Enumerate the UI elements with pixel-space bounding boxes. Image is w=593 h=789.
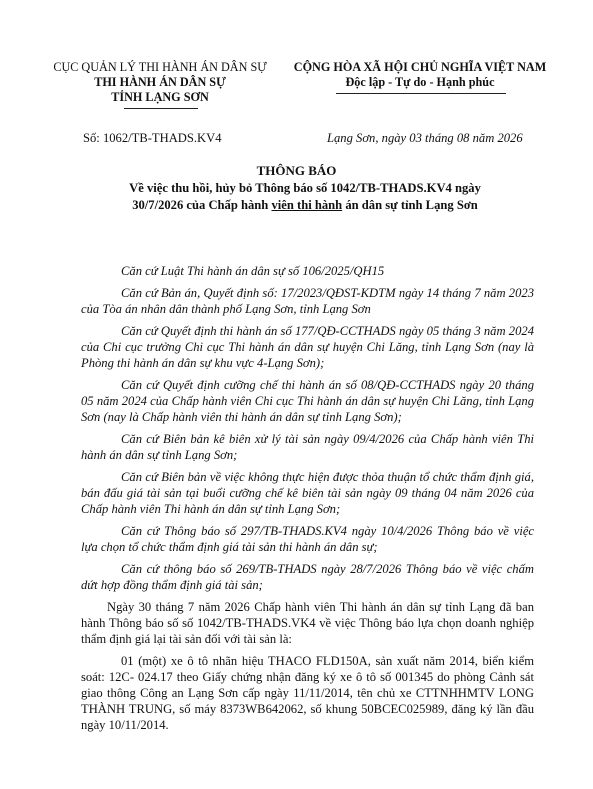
body-paragraph-notice-1042: Ngày 30 tháng 7 năm 2026 Chấp hành viên Thi hành án dân sự tỉnh Lạng đã ban hành Thông báo số số 1042/TB-THADS.VK4 về việc Thông báo lựa chọn doanh nghiệp thẩm định giá lại tài sản đối với tài sản là: [81, 600, 534, 646]
agency-divider [124, 108, 198, 109]
country-name: CỘNG HÒA XÃ HỘI CHỦ NGHĨA VIỆT NAM [293, 60, 547, 74]
agency-line-2: THI HÀNH ÁN DÂN SỰ [94, 75, 226, 89]
basis-seizure-record: Căn cứ Biên bản kê biên xử lý tài sản ngày 09/4/2026 của Chấp hành viên Thi hành án dân sự tỉnh Lạng Sơn; [81, 432, 534, 462]
subtitle-line-2-end: án dân sự tỉnh Lạng Sơn [342, 198, 478, 212]
issuing-agency-block [40, 60, 280, 105]
subtitle-line-1: Về việc thu hồi, hủy bỏ Thông báo số 1042/TB-THADS.KV4 ngày [129, 181, 481, 195]
basis-law: Căn cứ Luật Thi hành án dân sự số 106/2025/QH15 [121, 264, 385, 278]
document-title: THÔNG BÁO [256, 163, 337, 178]
basis-judgment: Căn cứ Bản án, Quyết định số: 17/2023/QĐST-KDTM ngày 14 tháng 7 năm 2023 của Tòa án nhân dân thành phố Lạng Sơn, tỉnh Lạng Sơn [81, 286, 534, 316]
subtitle-underlined: viên thi hành [271, 198, 343, 212]
agency-line-1: CỤC QUẢN LÝ THI HÀNH ÁN DÂN SỰ [53, 60, 267, 74]
subtitle-line-2 [95, 197, 515, 214]
motto-divider [336, 93, 506, 94]
place-and-date: Lạng Sơn, ngày 03 tháng 08 năm 2026 [327, 131, 523, 145]
basis-agreement-record: Căn cứ Biên bản về việc không thực hiện được thỏa thuận tổ chức thẩm định giá, bán đấu giá tài sản tại buổi cưỡng chế kê biên tài sản ngày 09 tháng 04 năm 2026 của Chấp hành viên Thi hành án dân sự tỉnh Lạng Sơn; [81, 470, 534, 516]
basis-notice-269: Căn cứ thông báo số 269/TB-THADS ngày 28/7/2026 Thông báo về việc chấm dứt hợp đồng thẩm định giá tài sản; [81, 562, 534, 592]
document-body [81, 263, 534, 733]
agency-line-3: TỈNH LẠNG SƠN [111, 90, 209, 104]
basis-notice-297: Căn cứ Thông báo số 297/TB-THADS.KV4 ngày 10/4/2026 Thông báo về việc lựa chọn tổ chức thẩm định giá tài sản thi hành án dân sự; [81, 524, 534, 554]
subtitle-line-2-start: 30/7/2026 của Chấp hành [132, 198, 272, 212]
document-number: Số: 1062/TB-THADS.KV4 [83, 131, 222, 145]
national-heading-block [285, 60, 555, 90]
basis-enforcement-decision: Căn cứ Quyết định thi hành án số 177/QĐ-CCTHADS ngày 05 tháng 3 năm 2024 của Chi cục trưởng Chi cục Thi hành án dân sự huyện Chi Lăng, tỉnh Lạng Sơn (nay là Phòng thi hành án dân sự khu vực 4-Lạng Sơn); [81, 324, 534, 370]
basis-coercion-decision: Căn cứ Quyết định cưỡng chế thi hành án số 08/QĐ-CCTHADS ngày 20 tháng 05 năm 2024 của Chấp hành viên Chi cục Thi hành án dân sự huyện Chi Lăng, tỉnh Lạng Sơn (nay là Chấp hành viên thi hành án dân sự tỉnh Lạng Sơn); [81, 378, 534, 424]
body-paragraph-vehicle: 01 (một) xe ô tô nhãn hiệu THACO FLD150A, sản xuất năm 2014, biển kiểm soát: 12C- 024.17 theo Giấy chứng nhận đăng ký xe ô tô số 001345 do phòng Cảnh sát giao thông Công an Lạng Sơn cấp ngày 11/11/2014, tên chủ xe CTTNHHMTV LONG THÀNH TRUNG, số máy 8373WB642062, số khung 50BCEC025989, đăng ký lần đầu ngày 10/11/2014. [81, 654, 534, 732]
national-motto: Độc lập - Tự do - Hạnh phúc [345, 75, 495, 89]
document-subtitle [95, 180, 515, 214]
